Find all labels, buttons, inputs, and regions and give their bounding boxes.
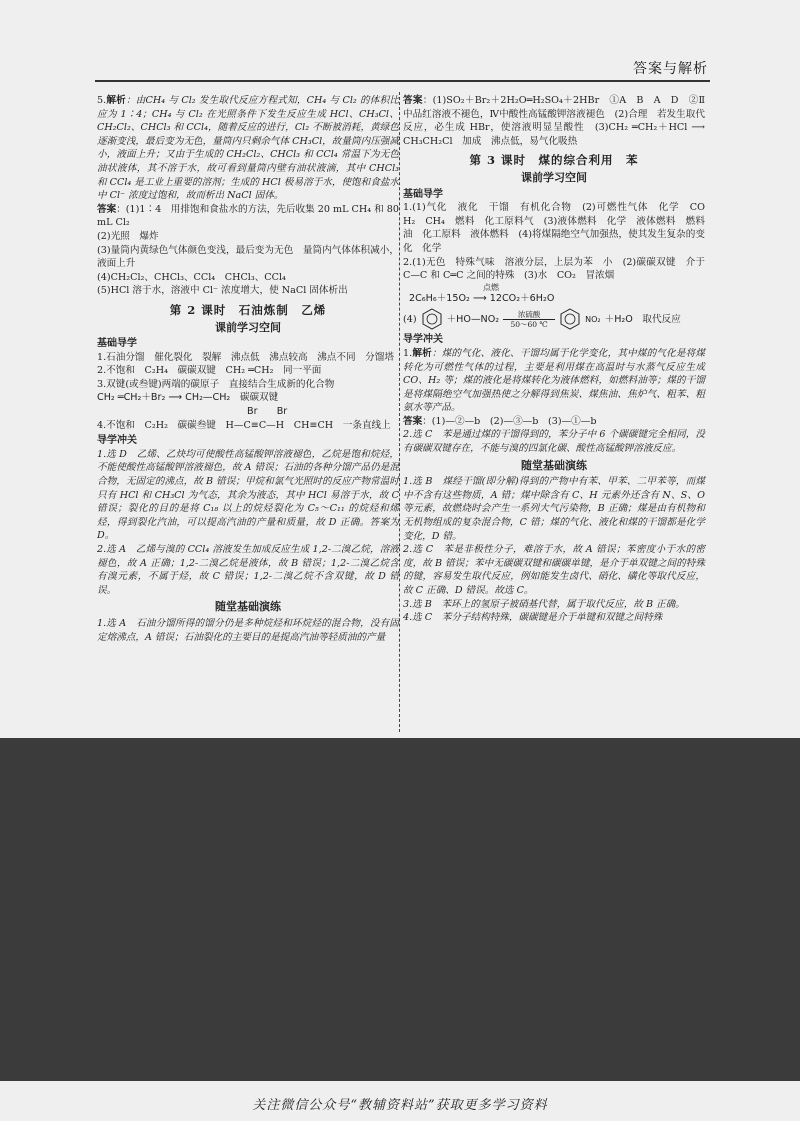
prev-answer: 答案：(1)SO₂＋Br₂＋2H₂O═H₂SO₄＋2HBr ①A B A D ②Ⅱ中品红溶液不褪色，Ⅳ中酸性高锰酸钾溶液褪色 (2)合理 若发生取代反应，必生成 HBr，使溶液明显呈酸性 (3)CH₂ ═CH₂＋HCl ⟶ CH₃CH₂Cl 加成 沸点低，易气化吸热 bbox=[403, 95, 705, 147]
nitration-prefix: (4) bbox=[403, 313, 417, 325]
q5-answer-1: 答案：(1)1∶4 用排饱和食盐水的方法，先后收集 20 mL CH₄ 和 80 mL Cl₂ bbox=[97, 203, 400, 229]
jc-item-3: 3.双键(或叁键)两端的碳原子 直接结合生成新的化合物 bbox=[97, 378, 335, 390]
lesson3-title: 第 3 课时 煤的综合利用 苯 bbox=[469, 153, 639, 168]
jc-r-item-2: 2.(1)无色 特殊气味 溶液分层，上层为苯 小 (2)碳碳双键 介于 C—C 和 C═C 之间的特殊 (3)水 CO₂ 冒浓烟 bbox=[403, 256, 705, 282]
nitration-cond-1: 浓硫酸 bbox=[517, 309, 541, 319]
q5-analysis: 5.解析：由CH₄ 与 Cl₂ 发生取代反应方程式知，CH₄ 与 Cl₂ 的体积比应为 1∶4；CH₄ 与 Cl₂ 在光照条件下发生反应生成 HCl、CH₃Cl、CH₂Cl₂、CHCl₃ 和 CCl₄，随着反应的进行，Cl₂ 不断被消耗，黄绿色逐渐变浅，最后变为无色，量筒内只剩余气体 CH₃Cl，故量筒内压强减小，液面上升；又由于生成的 CH₂Cl₂、CHCl₃ 和 CCl₄ 常温下为无色油状液体，其不溶于水，故可看到量筒内壁有油状液滴，其中 CHCl₃ 和 CCl₄ 是工业上重要的溶剂；生成的 HCl 极易溶于水，使饱和食盐水中 Cl⁻ 浓度过饱和，故而析出 NaCl 固体。 bbox=[97, 95, 400, 202]
jc-item-4: 4.不饱和 C₂H₂ 碳碳叁键 H—C≡C—H CH≡CH 一条直线上 bbox=[97, 419, 391, 431]
jc-item-3-br: Br Br bbox=[247, 406, 288, 418]
st-r-item-1: 1.选 B 煤经干馏(即分解)得到的产物中有苯、甲苯、二甲苯等，而煤中不含有这些物质，A 错；煤中除含有 C、H 元素外还含有 N、S、O 等元素，故燃烧时会产生一系列大气污染物，B 正确；煤是由有机物和无机物组成的复杂混合物，C 错；煤的气化、液化和煤的干馏都是化学变化，D 错。 bbox=[403, 476, 705, 542]
st-r-item-2: 2.选 C 苯是非极性分子，难溶于水，故 A 错误；苯密度小于水的密度，故 B 错误；苯中无碳碳双键和碳碳单键，是介于单双键之间的特殊的键，容易发生取代反应，例如能发生卤代、硝化、磺化等取代反应，故 C 正确、D 错误。故选 C。 bbox=[403, 544, 705, 596]
st-item-1: 1.选 A 石油分馏所得的馏分仍是多种烷烃和环烷烃的混合物，没有固定熔沸点，A 错误；石油裂化的主要目的是提高汽油等轻质油的产量 bbox=[97, 617, 399, 643]
nitration-reagent: ＋HO—NO₂ bbox=[446, 313, 500, 325]
st-heading: 随堂基础演练 bbox=[215, 600, 281, 614]
jc-r-item-1: 1.(1)气化 液化 干馏 有机化合物 (2)可燃性气体 化学 CO H₂ CH₄ 燃料 化工原料气 (3)液体燃料 化学 液体燃料 燃料油 化工原料 液体燃料 (4)将煤隔绝空气加强热，使其发生复杂的变化 化学 bbox=[403, 202, 715, 254]
header-title: 答案与解析 bbox=[633, 61, 708, 77]
lesson3-subtitle: 课前学习空间 bbox=[521, 170, 587, 184]
footer-watermark: 关注微信公众号“教辅资料站”获取更多学习资料 bbox=[252, 1098, 548, 1113]
jc-item-2: 2.不饱和 C₂H₄ 碳碳双键 CH₂ ═CH₂ 同一平面 bbox=[97, 365, 322, 377]
left-column bbox=[97, 94, 399, 644]
lesson2-title: 第 2 课时 石油炼制 乙烯 bbox=[169, 302, 327, 317]
q5-answer-3: (3)量筒内黄绿色气体颜色变浅，最后变为无色 量筒内气体体积减小，液面上升 bbox=[97, 244, 399, 270]
dx-r-item-2: 2.选 C 苯是通过煤的干馏得到的，苯分子中 6 个碳碳键完全相同，没有碳碳双键存在，不能与溴的四氯化碳、酸性高锰酸钾溶液反应。 bbox=[403, 429, 705, 455]
redacted-region bbox=[0, 738, 800, 1081]
jc-item-1: 1.石油分馏 催化裂化 裂解 沸点低 沸点较高 沸点不同 分馏塔 bbox=[97, 351, 394, 363]
nitration-equation bbox=[403, 308, 705, 330]
q5-answer-4: (4)CH₂Cl₂、CHCl₃、CCl₄ CHCl₃、CCl₄ bbox=[97, 271, 286, 283]
benzene-ring-icon bbox=[421, 308, 443, 330]
jc-item-3-equation: CH₂ ═CH₂＋Br₂ ⟶ CH₂—CH₂ 碳碳双键 bbox=[97, 392, 279, 404]
nitro-group: NO₂ bbox=[585, 314, 601, 324]
q5-answer-2: (2)光照 爆炸 bbox=[97, 230, 159, 242]
st-r-item-4: 4.选 C 苯分子结构特殊，碳碳键是介于单键和双键之间特殊 bbox=[403, 612, 663, 624]
column-divider bbox=[399, 92, 400, 732]
nitrobenzene-ring-icon bbox=[559, 308, 581, 330]
dx-item-1: 1.选 D 乙烯、乙炔均可使酸性高锰酸钾溶液褪色，乙烷是饱和烷烃，不能使酸性高锰酸钾溶液褪色，故 A 错误；石油的各种分馏产品仍是混合物，无固定的沸点，故 B 错误；甲烷和氯气光照时的反应产物常温时只有 HCl 和 CH₃Cl 为气态，其余为液态，其中 HCl 易溶于水，故 C 错误；裂化的目的是将 C₁₈ 以上的烷烃裂化为 C₅～C₁₁ 的烷烃和烯烃，得到裂化汽油，可以提高汽油的产量和质量，故 D 正确。答案为 D。 bbox=[97, 448, 399, 542]
lesson2-subtitle: 课前学习空间 bbox=[215, 320, 281, 334]
dx-item-2: 2.选 A 乙烯与溴的 CCl₄ 溶液发生加成反应生成 1,2-二溴乙烷，溶液褪色，故 A 正确；1,2-二溴乙烷是液体，故 B 错误；1,2-二溴乙烷含有溴元素，不属于烃，故 C 错误；1,2-二溴乙烷不含双键，故 D 错误。 bbox=[97, 544, 399, 596]
nitration-arrow bbox=[503, 310, 555, 329]
dx-heading-r: 导学冲关 bbox=[403, 334, 443, 346]
q5-answer-5: (5)HCl 溶于水，溶液中 Cl⁻ 浓度增大，使 NaCl 固体析出 bbox=[97, 285, 348, 297]
nitration-suffix: ＋H₂O 取代反应 bbox=[604, 313, 681, 325]
dx-r-answer: 答案：(1)—②—b (2)—③—b (3)—①—b bbox=[403, 415, 597, 427]
right-column bbox=[403, 94, 715, 625]
st-r-item-3: 3.选 B 苯环上的氢原子被硝基代替，属于取代反应，故 B 正确。 bbox=[403, 598, 685, 610]
arrow-line bbox=[503, 319, 555, 320]
dx-r-item-1: 1.解析：煤的气化、液化、干馏均属于化学变化，其中煤的气化是将煤转化为可燃性气体的过程，主要是利用煤在高温时与水蒸气反应生成 CO、H₂ 等；煤的液化是将煤转化为液体燃料，如燃料油等；煤的干馏是将煤隔绝空气加强热使之分解得到焦炭、煤焦油、焦炉气、粗苯、粗氨水等产品。 bbox=[403, 347, 706, 414]
header-rule bbox=[95, 80, 710, 82]
nitration-cond-2: 50～60 ℃ bbox=[510, 319, 548, 329]
jc-heading-r: 基础导学 bbox=[403, 188, 443, 200]
combustion-condition: 点燃 bbox=[483, 282, 499, 292]
dx-heading: 导学冲关 bbox=[97, 435, 137, 447]
combustion-equation: 2C₆H₆＋15O₂ ⟶ 12CO₂＋6H₂O bbox=[409, 292, 555, 304]
jc-heading: 基础导学 bbox=[97, 338, 137, 350]
st-heading-r: 随堂基础演练 bbox=[521, 458, 587, 472]
